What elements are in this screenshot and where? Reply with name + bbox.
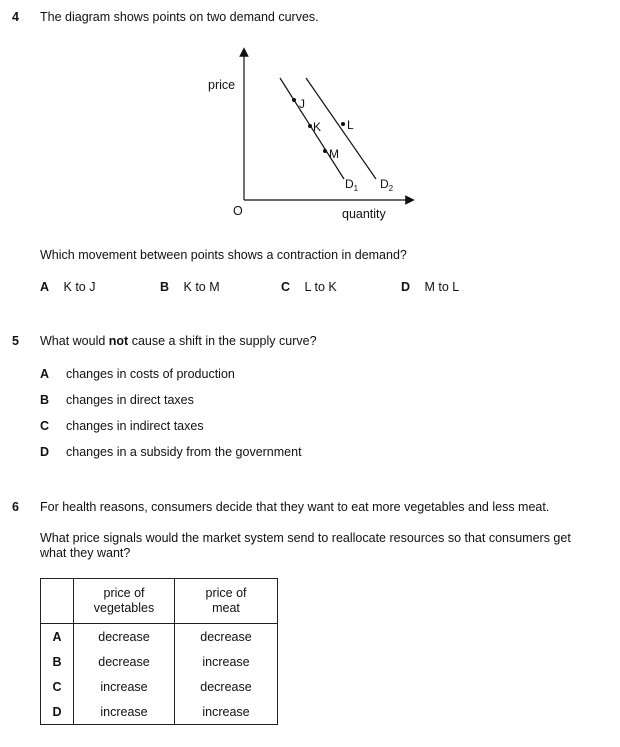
- question-4-prompt: Which movement between points shows a contraction in demand?: [40, 248, 407, 262]
- table-row-d[interactable]: [41, 699, 278, 725]
- row-meat: increase: [175, 649, 278, 674]
- question-6-prompt-line1: What price signals would the market system send to reallocate resources so that consumers get: [40, 531, 571, 545]
- table-header-meat: price of meat: [175, 579, 278, 624]
- q5-option-c[interactable]: [40, 419, 204, 433]
- origin-label: O: [233, 204, 243, 218]
- option-letter: D: [40, 445, 50, 459]
- row-letter: A: [41, 624, 74, 650]
- table-row-a[interactable]: [41, 624, 278, 650]
- point-m: [323, 149, 327, 153]
- question-4-stem: The diagram shows points on two demand curves.: [40, 10, 319, 24]
- point-label-j: J: [299, 97, 305, 111]
- demand-curve-d1: [280, 78, 344, 179]
- option-letter: B: [40, 393, 50, 407]
- option-text: changes in direct taxes: [66, 393, 194, 407]
- point-k: [308, 124, 312, 128]
- question-6-stem: For health reasons, consumers decide that they want to eat more vegetables and less meat.: [40, 500, 550, 514]
- point-label-l: L: [347, 118, 354, 132]
- question-6-number: 6: [12, 500, 19, 514]
- demand-diagram: [0, 0, 620, 230]
- table-header-blank: [41, 579, 74, 624]
- option-text: L to K: [304, 280, 337, 294]
- point-label-m: M: [329, 147, 339, 161]
- q4-option-b[interactable]: [160, 280, 220, 294]
- q4-option-c[interactable]: [281, 280, 337, 294]
- row-meat: decrease: [175, 624, 278, 650]
- option-text: changes in a subsidy from the government: [66, 445, 302, 459]
- question-5-stem: What would not cause a shift in the supply curve?: [40, 334, 317, 348]
- q4-option-d[interactable]: [401, 280, 459, 294]
- row-vegetables: increase: [74, 674, 175, 699]
- table-header-row: [41, 579, 278, 624]
- question-5-number: 5: [12, 334, 19, 348]
- question-6-prompt-line2: what they want?: [40, 546, 131, 560]
- option-letter: C: [281, 280, 291, 294]
- option-text: K to M: [183, 280, 220, 294]
- price-axis-label: price: [208, 78, 236, 92]
- quantity-axis-label: quantity: [342, 207, 386, 221]
- row-meat: decrease: [175, 674, 278, 699]
- option-letter: B: [160, 280, 170, 294]
- curve-label-d1: $D_1$: [345, 177, 359, 193]
- q5-option-a[interactable]: [40, 367, 235, 381]
- point-l: [341, 122, 345, 126]
- table-header-vegetables: price of vegetables: [74, 579, 175, 624]
- row-meat: increase: [175, 699, 278, 725]
- option-letter: C: [40, 419, 50, 433]
- row-vegetables: decrease: [74, 649, 175, 674]
- option-text: K to J: [63, 280, 96, 294]
- q6-answer-table: [40, 578, 278, 725]
- option-text: M to L: [424, 280, 460, 294]
- option-text: changes in costs of production: [66, 367, 235, 381]
- curve-label-d2: $D_2$: [380, 177, 394, 193]
- point-label-k: K: [313, 120, 322, 134]
- option-letter: D: [401, 280, 411, 294]
- point-j: [292, 98, 296, 102]
- row-letter: C: [41, 674, 74, 699]
- row-letter: D: [41, 699, 74, 725]
- q4-option-a[interactable]: [40, 280, 95, 294]
- q5-option-d[interactable]: [40, 445, 302, 459]
- row-vegetables: decrease: [74, 624, 175, 650]
- table-row-b[interactable]: [41, 649, 278, 674]
- row-letter: B: [41, 649, 74, 674]
- question-4-number: 4: [12, 10, 19, 24]
- row-vegetables: increase: [74, 699, 175, 725]
- table-row-c[interactable]: [41, 674, 278, 699]
- option-text: changes in indirect taxes: [66, 419, 204, 433]
- option-letter: A: [40, 280, 50, 294]
- option-letter: A: [40, 367, 50, 381]
- q5-option-b[interactable]: [40, 393, 194, 407]
